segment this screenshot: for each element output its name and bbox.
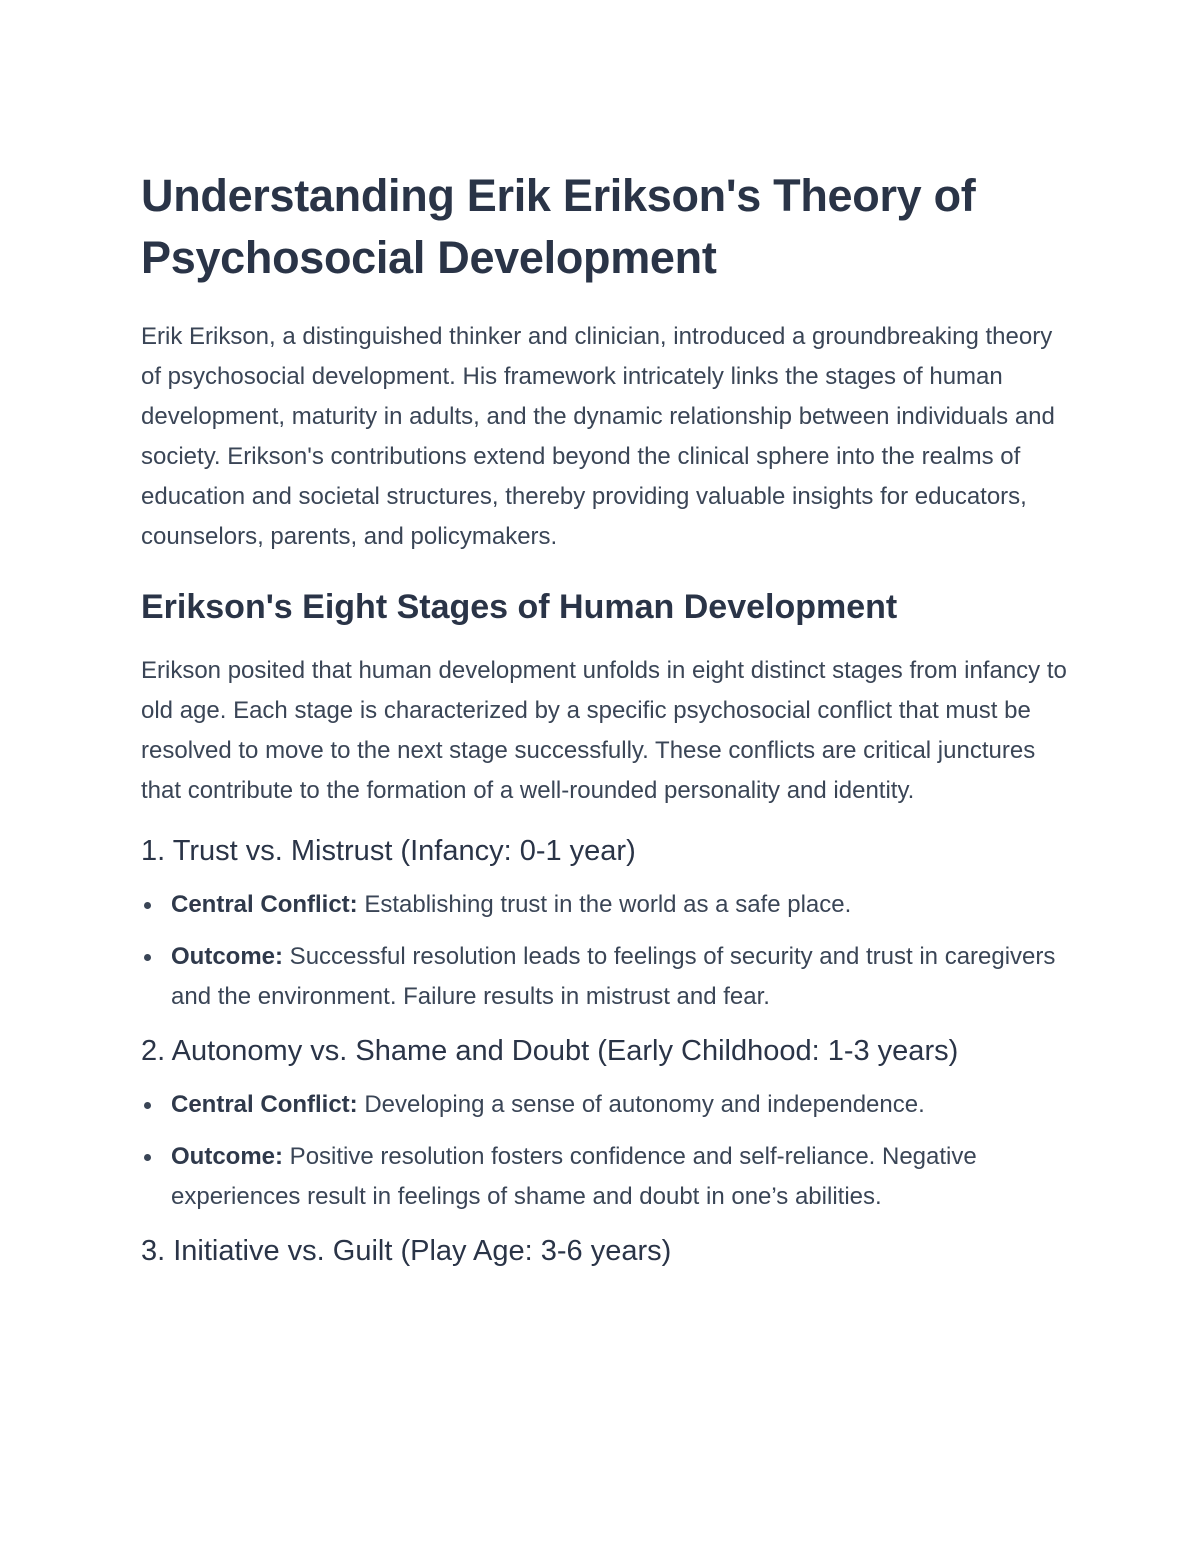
bullet-icon (144, 954, 151, 961)
stage-1 (141, 829, 1071, 1017)
list-item-term: Outcome: (171, 943, 284, 970)
stage-heading: 3. Initiative vs. Guilt (Play Age: 3-6 years) (141, 1235, 672, 1267)
stage-list (141, 1085, 1071, 1217)
stage-heading: 1. Trust vs. Mistrust (Infancy: 0-1 year) (141, 835, 636, 867)
section-paragraph: Erikson posited that human development unfolds in eight distinct stages from infancy to old age. Each stage is characterized by a specific psychosocial conflict that must be resolved to move to the next stage successfully. These conflicts are critical junctures that contribute to the formation of a well-rounded personality and identity. (141, 657, 1067, 804)
list-item-term: Outcome: (171, 1143, 284, 1170)
list-item (141, 1085, 1071, 1125)
list-item-text: Successful resolution leads to feelings of security and trust in caregivers and the environment. Failure results in mistrust and fear. (171, 943, 1056, 1010)
bullet-icon (144, 1154, 151, 1161)
stage-2 (141, 1029, 1071, 1217)
list-item-text: Developing a sense of autonomy and independence. (357, 1091, 925, 1118)
list-item (141, 885, 1071, 925)
intro-paragraph: Erik Erikson, a distinguished thinker and clinician, introduced a groundbreaking theory of psychosocial development. His framework intricately links the stages of human development, maturity in adults, and the dynamic relationship between individuals and society. Erikson's contributions extend beyond the clinical sphere into the realms of education and societal structures, thereby providing valuable insights for educators, counselors, parents, and policymakers. (141, 323, 1055, 550)
section-heading: Erikson's Eight Stages of Human Development (141, 588, 898, 626)
document-page (141, 165, 1071, 1273)
list-item-text: Positive resolution fosters confidence and self-reliance. Negative experiences result in feelings of shame and doubt in one’s abilities. (171, 1143, 977, 1210)
list-item (141, 1137, 1071, 1217)
document-title: Understanding Erik Erikson's Theory of Psychosocial Development (141, 170, 976, 283)
list-item-term: Central Conflict: (171, 1091, 358, 1118)
stage-list (141, 885, 1071, 1017)
bullet-icon (144, 902, 151, 909)
list-item (141, 937, 1071, 1017)
stage-heading: 2. Autonomy vs. Shame and Doubt (Early Childhood: 1-3 years) (141, 1035, 959, 1067)
stage-3 (141, 1229, 1071, 1273)
list-item-term: Central Conflict: (171, 891, 358, 918)
bullet-icon (144, 1102, 151, 1109)
list-item-text: Establishing trust in the world as a safe place. (357, 891, 852, 918)
